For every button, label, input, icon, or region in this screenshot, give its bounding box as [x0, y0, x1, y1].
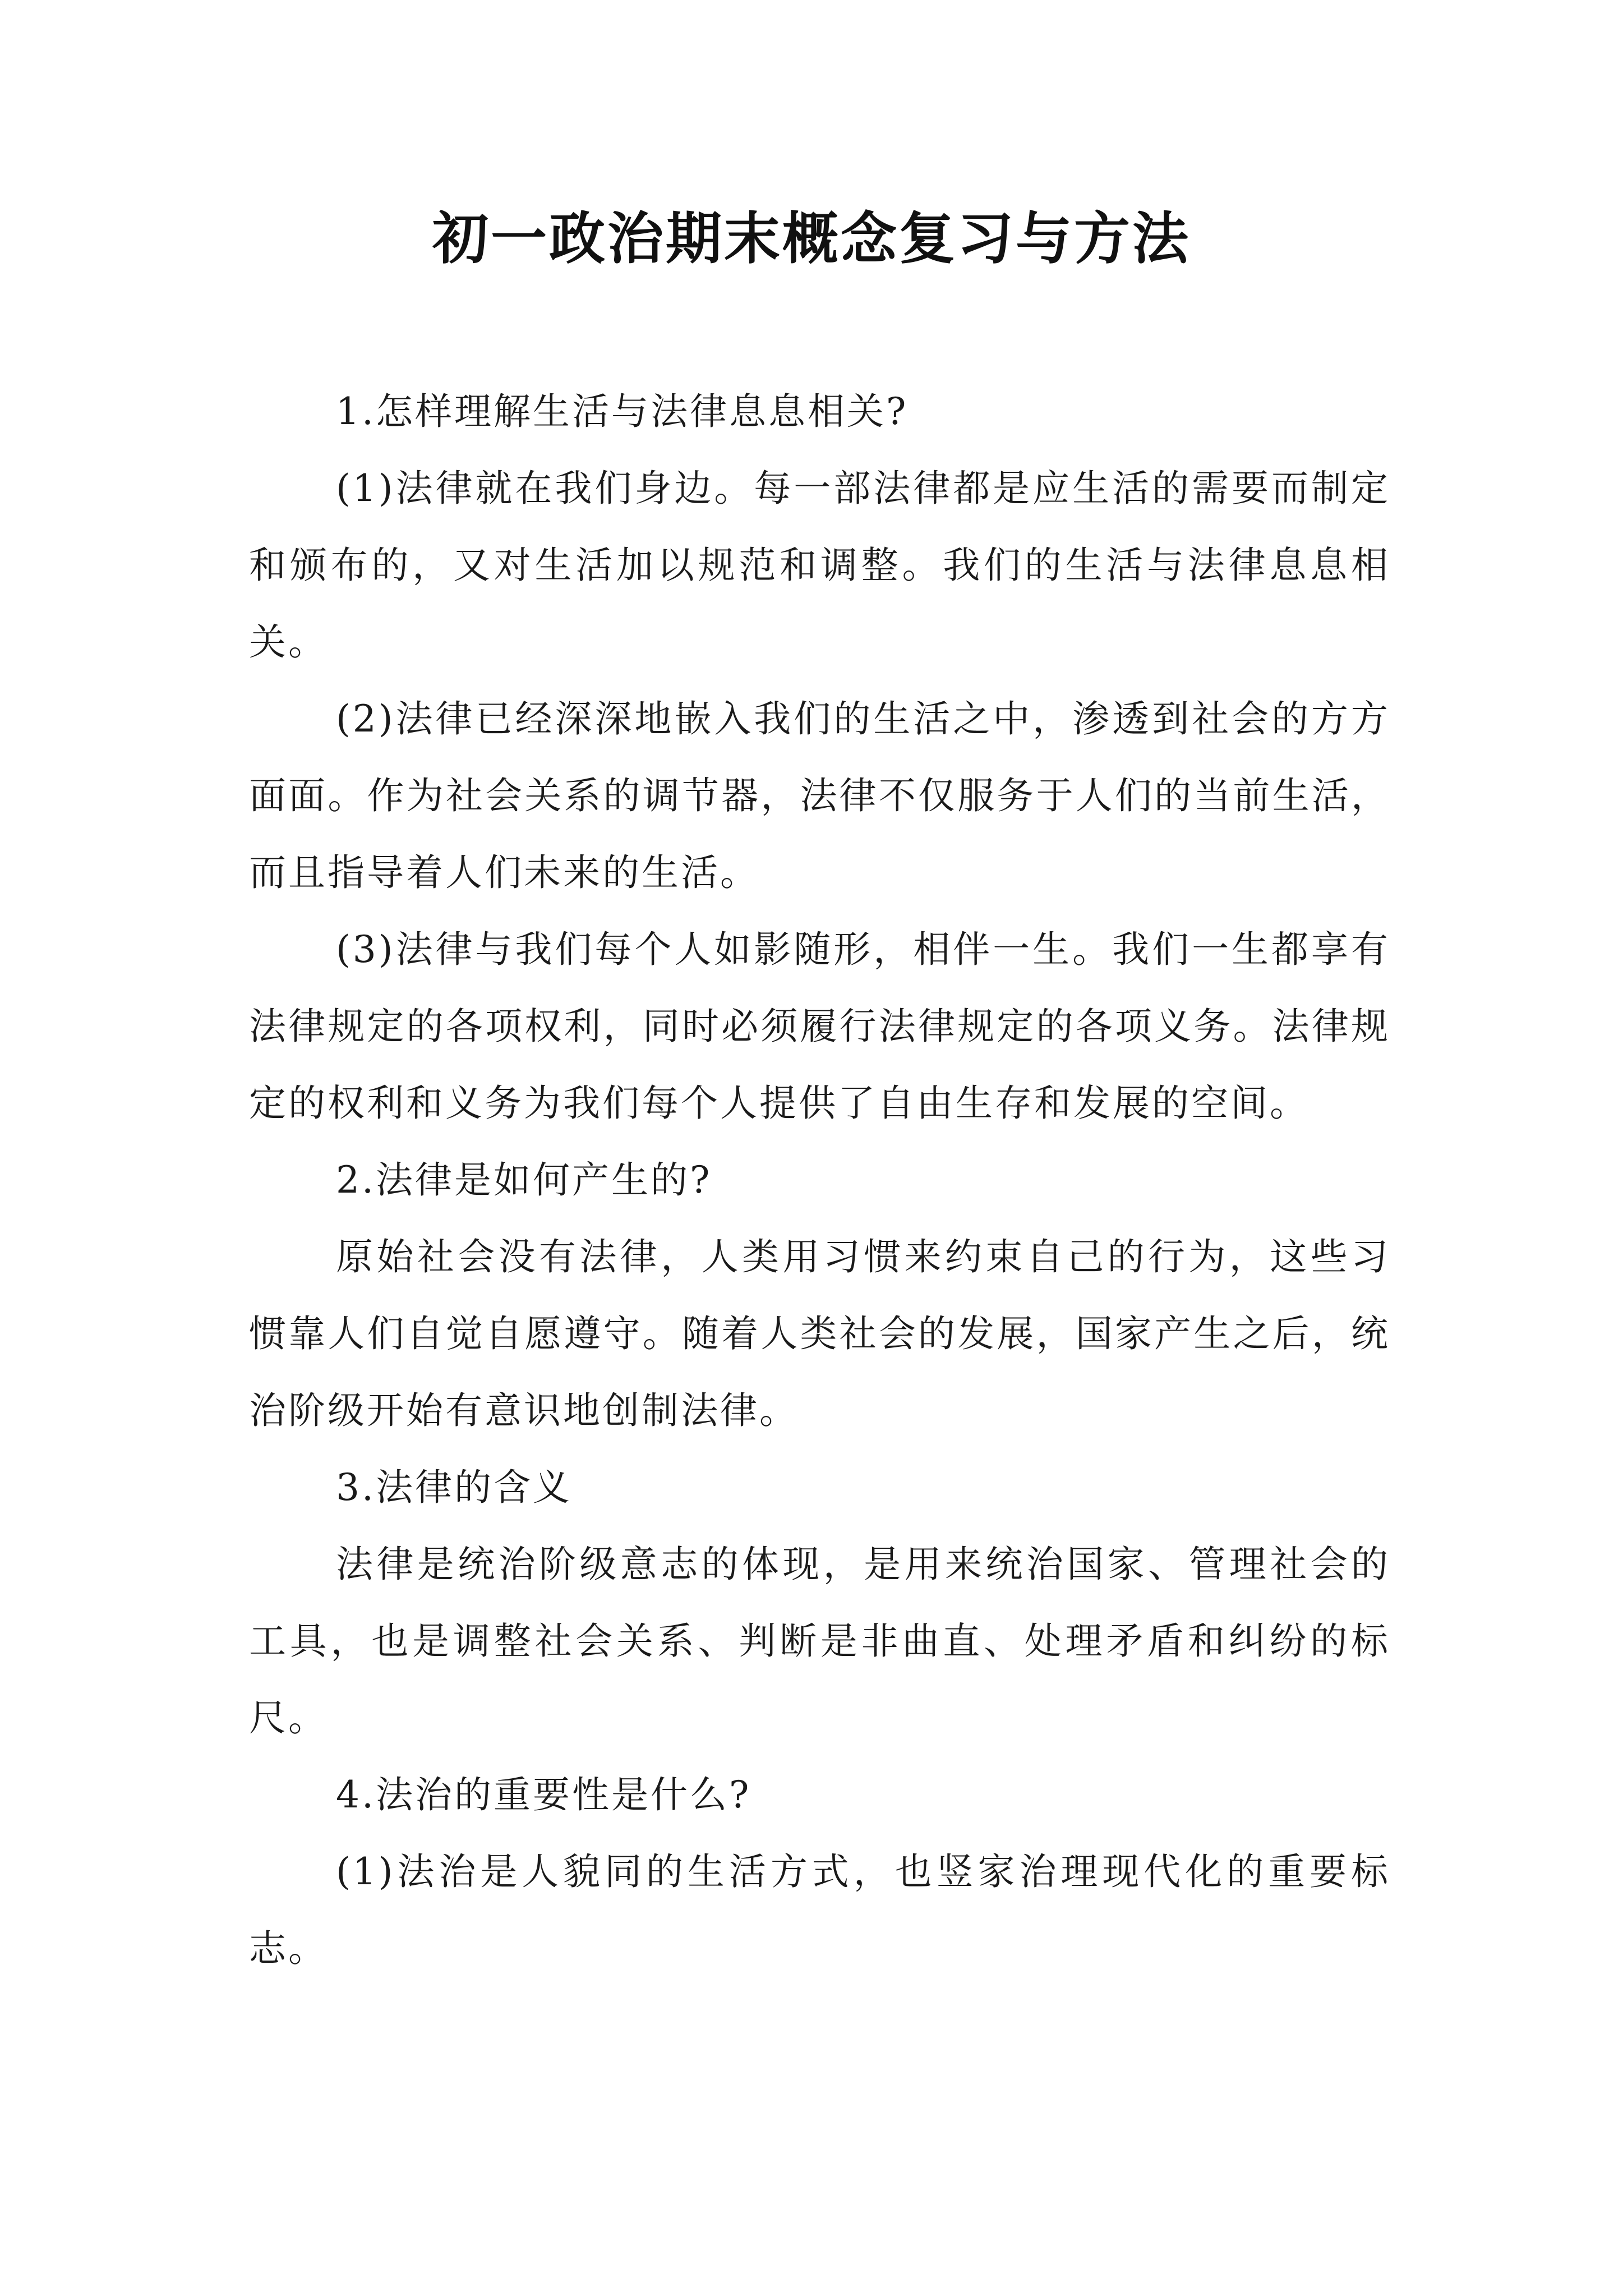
answer-3: 法律是统治阶级意志的体现，是用来统治国家、管理社会的工具，也是调整社会关系、判断是非曲直、处理矛盾和纠纷的标尺。 — [249, 1543, 1390, 1740]
answer-4-point-1: (1)法治是人貌同的生活方式，也竖家治理现代化的重要标志。 — [249, 1850, 1390, 1970]
question-3-heading: 3.法律的含义 — [336, 1466, 572, 1509]
answer-1-point-3: (3)法律与我们每个人如影随形，相伴一生。我们一生都享有法律规定的各项权利，同时必须履行法律规定的各项义务。法律规定的权利和义务为我们每个人提供了自由生存和发展的空间。 — [249, 928, 1390, 1125]
answer-1-point-1: (1)法律就在我们身边。每一部法律都是应生活的需要而制定和颁布的，又对生活加以规范和调整。我们的生活与法律息息相关。 — [249, 467, 1390, 664]
question-2-heading: 2.法律是如何产生的? — [336, 1158, 712, 1202]
document-body — [249, 373, 1390, 1987]
answer-2: 原始社会没有法律，人类用习惯来约束自己的行为，这些习惯靠人们自觉自愿遵守。随着人类社会的发展，国家产生之后，统治阶级开始有意识地创制法律。 — [249, 1235, 1390, 1432]
page-title: 初一政治期末概念复习与方法 — [432, 205, 1191, 272]
question-4-heading: 4.法治的重要性是什么? — [336, 1773, 751, 1816]
answer-1-point-2: (2)法律已经深深地嵌入我们的生活之中，渗透到社会的方方面面。作为社会关系的调节器，法律不仅服务于人们的当前生活，而且指导着人们未来的生活。 — [249, 697, 1390, 894]
question-1-heading: 1.怎样理解生活与法律息息相关? — [336, 390, 909, 433]
